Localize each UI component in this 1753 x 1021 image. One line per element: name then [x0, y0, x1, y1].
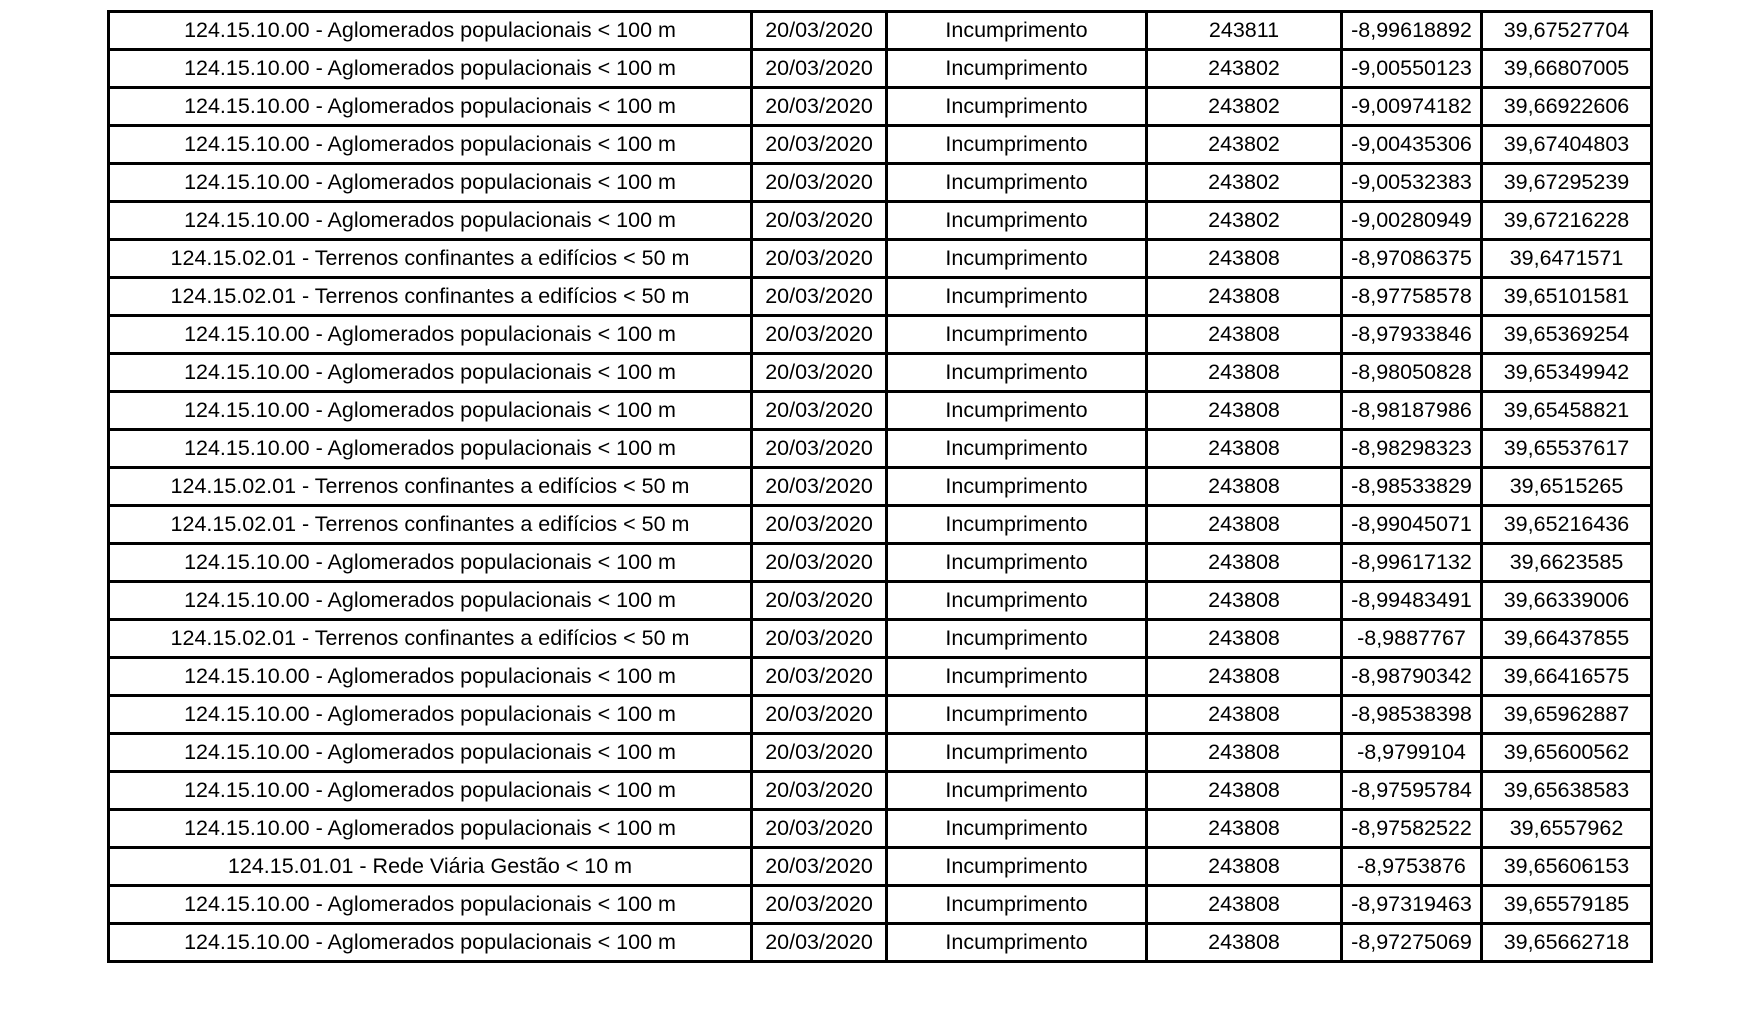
- latitude-cell: 39,6623585: [1482, 544, 1652, 582]
- status-cell: Incumprimento: [887, 772, 1147, 810]
- table-row: [109, 392, 1652, 430]
- date-cell: 20/03/2020: [752, 164, 887, 202]
- code-cell: 243802: [1147, 126, 1342, 164]
- date-cell: 20/03/2020: [752, 696, 887, 734]
- date-cell: 20/03/2020: [752, 620, 887, 658]
- code-cell: 243808: [1147, 886, 1342, 924]
- code-cell: 243802: [1147, 164, 1342, 202]
- latitude-cell: 39,65600562: [1482, 734, 1652, 772]
- table-row: [109, 88, 1652, 126]
- code-cell: 243808: [1147, 468, 1342, 506]
- table-row: [109, 50, 1652, 88]
- longitude-cell: -8,99483491: [1342, 582, 1482, 620]
- status-cell: Incumprimento: [887, 50, 1147, 88]
- table-row: [109, 658, 1652, 696]
- table-row: [109, 240, 1652, 278]
- table-row: [109, 278, 1652, 316]
- code-cell: 243808: [1147, 810, 1342, 848]
- longitude-cell: -8,9799104: [1342, 734, 1482, 772]
- table-row: [109, 544, 1652, 582]
- longitude-cell: -8,97086375: [1342, 240, 1482, 278]
- longitude-cell: -8,98533829: [1342, 468, 1482, 506]
- status-cell: Incumprimento: [887, 12, 1147, 50]
- table-row: [109, 126, 1652, 164]
- code-cell: 243808: [1147, 392, 1342, 430]
- latitude-cell: 39,65458821: [1482, 392, 1652, 430]
- description-cell: 124.15.10.00 - Aglomerados populacionais < 100 m: [109, 316, 752, 354]
- date-cell: 20/03/2020: [752, 430, 887, 468]
- description-cell: 124.15.10.00 - Aglomerados populacionais < 100 m: [109, 88, 752, 126]
- status-cell: Incumprimento: [887, 88, 1147, 126]
- latitude-cell: 39,65579185: [1482, 886, 1652, 924]
- records-table-body: [109, 12, 1652, 962]
- code-cell: 243802: [1147, 88, 1342, 126]
- latitude-cell: 39,66922606: [1482, 88, 1652, 126]
- status-cell: Incumprimento: [887, 848, 1147, 886]
- longitude-cell: -8,99617132: [1342, 544, 1482, 582]
- table-row: [109, 164, 1652, 202]
- code-cell: 243808: [1147, 620, 1342, 658]
- table-row: [109, 772, 1652, 810]
- table-row: [109, 316, 1652, 354]
- longitude-cell: -9,00435306: [1342, 126, 1482, 164]
- table-row: [109, 810, 1652, 848]
- status-cell: Incumprimento: [887, 430, 1147, 468]
- longitude-cell: -9,00550123: [1342, 50, 1482, 88]
- latitude-cell: 39,67295239: [1482, 164, 1652, 202]
- longitude-cell: -8,98050828: [1342, 354, 1482, 392]
- longitude-cell: -8,97275069: [1342, 924, 1482, 962]
- latitude-cell: 39,6471571: [1482, 240, 1652, 278]
- latitude-cell: 39,65101581: [1482, 278, 1652, 316]
- description-cell: 124.15.02.01 - Terrenos confinantes a edifícios < 50 m: [109, 620, 752, 658]
- code-cell: 243808: [1147, 734, 1342, 772]
- code-cell: 243808: [1147, 506, 1342, 544]
- latitude-cell: 39,67216228: [1482, 202, 1652, 240]
- status-cell: Incumprimento: [887, 544, 1147, 582]
- table-row: [109, 924, 1652, 962]
- date-cell: 20/03/2020: [752, 468, 887, 506]
- code-cell: 243808: [1147, 316, 1342, 354]
- description-cell: 124.15.10.00 - Aglomerados populacionais < 100 m: [109, 202, 752, 240]
- latitude-cell: 39,65662718: [1482, 924, 1652, 962]
- status-cell: Incumprimento: [887, 924, 1147, 962]
- latitude-cell: 39,65216436: [1482, 506, 1652, 544]
- description-cell: 124.15.10.00 - Aglomerados populacionais < 100 m: [109, 544, 752, 582]
- description-cell: 124.15.10.00 - Aglomerados populacionais < 100 m: [109, 658, 752, 696]
- longitude-cell: -8,99618892: [1342, 12, 1482, 50]
- status-cell: Incumprimento: [887, 468, 1147, 506]
- description-cell: 124.15.02.01 - Terrenos confinantes a edifícios < 50 m: [109, 278, 752, 316]
- date-cell: 20/03/2020: [752, 734, 887, 772]
- date-cell: 20/03/2020: [752, 240, 887, 278]
- code-cell: 243808: [1147, 848, 1342, 886]
- longitude-cell: -9,00974182: [1342, 88, 1482, 126]
- table-row: [109, 506, 1652, 544]
- table-row: [109, 848, 1652, 886]
- date-cell: 20/03/2020: [752, 582, 887, 620]
- description-cell: 124.15.10.00 - Aglomerados populacionais < 100 m: [109, 696, 752, 734]
- date-cell: 20/03/2020: [752, 392, 887, 430]
- status-cell: Incumprimento: [887, 278, 1147, 316]
- longitude-cell: -8,97582522: [1342, 810, 1482, 848]
- status-cell: Incumprimento: [887, 202, 1147, 240]
- code-cell: 243811: [1147, 12, 1342, 50]
- status-cell: Incumprimento: [887, 506, 1147, 544]
- table-row: [109, 430, 1652, 468]
- date-cell: 20/03/2020: [752, 544, 887, 582]
- table-row: [109, 468, 1652, 506]
- status-cell: Incumprimento: [887, 582, 1147, 620]
- longitude-cell: -9,00532383: [1342, 164, 1482, 202]
- description-cell: 124.15.10.00 - Aglomerados populacionais < 100 m: [109, 12, 752, 50]
- longitude-cell: -8,99045071: [1342, 506, 1482, 544]
- date-cell: 20/03/2020: [752, 50, 887, 88]
- description-cell: 124.15.02.01 - Terrenos confinantes a edifícios < 50 m: [109, 468, 752, 506]
- code-cell: 243808: [1147, 544, 1342, 582]
- latitude-cell: 39,65606153: [1482, 848, 1652, 886]
- latitude-cell: 39,65638583: [1482, 772, 1652, 810]
- longitude-cell: -8,98187986: [1342, 392, 1482, 430]
- status-cell: Incumprimento: [887, 696, 1147, 734]
- code-cell: 243802: [1147, 202, 1342, 240]
- code-cell: 243808: [1147, 430, 1342, 468]
- date-cell: 20/03/2020: [752, 810, 887, 848]
- description-cell: 124.15.10.00 - Aglomerados populacionais < 100 m: [109, 50, 752, 88]
- code-cell: 243808: [1147, 240, 1342, 278]
- date-cell: 20/03/2020: [752, 848, 887, 886]
- description-cell: 124.15.10.00 - Aglomerados populacionais < 100 m: [109, 392, 752, 430]
- date-cell: 20/03/2020: [752, 886, 887, 924]
- table-row: [109, 620, 1652, 658]
- date-cell: 20/03/2020: [752, 316, 887, 354]
- code-cell: 243808: [1147, 658, 1342, 696]
- latitude-cell: 39,67404803: [1482, 126, 1652, 164]
- longitude-cell: -8,98298323: [1342, 430, 1482, 468]
- status-cell: Incumprimento: [887, 392, 1147, 430]
- latitude-cell: 39,66807005: [1482, 50, 1652, 88]
- status-cell: Incumprimento: [887, 658, 1147, 696]
- date-cell: 20/03/2020: [752, 278, 887, 316]
- status-cell: Incumprimento: [887, 354, 1147, 392]
- description-cell: 124.15.10.00 - Aglomerados populacionais < 100 m: [109, 772, 752, 810]
- longitude-cell: -8,97758578: [1342, 278, 1482, 316]
- code-cell: 243808: [1147, 354, 1342, 392]
- status-cell: Incumprimento: [887, 316, 1147, 354]
- date-cell: 20/03/2020: [752, 658, 887, 696]
- table-row: [109, 202, 1652, 240]
- date-cell: 20/03/2020: [752, 202, 887, 240]
- latitude-cell: 39,66416575: [1482, 658, 1652, 696]
- longitude-cell: -8,97933846: [1342, 316, 1482, 354]
- date-cell: 20/03/2020: [752, 126, 887, 164]
- status-cell: Incumprimento: [887, 620, 1147, 658]
- description-cell: 124.15.10.00 - Aglomerados populacionais < 100 m: [109, 430, 752, 468]
- latitude-cell: 39,65369254: [1482, 316, 1652, 354]
- latitude-cell: 39,6557962: [1482, 810, 1652, 848]
- table-row: [109, 354, 1652, 392]
- latitude-cell: 39,67527704: [1482, 12, 1652, 50]
- latitude-cell: 39,65962887: [1482, 696, 1652, 734]
- status-cell: Incumprimento: [887, 126, 1147, 164]
- date-cell: 20/03/2020: [752, 354, 887, 392]
- table-row: [109, 582, 1652, 620]
- status-cell: Incumprimento: [887, 164, 1147, 202]
- code-cell: 243802: [1147, 50, 1342, 88]
- date-cell: 20/03/2020: [752, 772, 887, 810]
- description-cell: 124.15.01.01 - Rede Viária Gestão < 10 m: [109, 848, 752, 886]
- description-cell: 124.15.10.00 - Aglomerados populacionais < 100 m: [109, 582, 752, 620]
- description-cell: 124.15.10.00 - Aglomerados populacionais < 100 m: [109, 886, 752, 924]
- description-cell: 124.15.10.00 - Aglomerados populacionais < 100 m: [109, 126, 752, 164]
- status-cell: Incumprimento: [887, 886, 1147, 924]
- status-cell: Incumprimento: [887, 240, 1147, 278]
- latitude-cell: 39,66339006: [1482, 582, 1652, 620]
- code-cell: 243808: [1147, 772, 1342, 810]
- code-cell: 243808: [1147, 696, 1342, 734]
- longitude-cell: -8,97595784: [1342, 772, 1482, 810]
- code-cell: 243808: [1147, 582, 1342, 620]
- latitude-cell: 39,65349942: [1482, 354, 1652, 392]
- description-cell: 124.15.10.00 - Aglomerados populacionais < 100 m: [109, 734, 752, 772]
- records-table: [107, 10, 1653, 963]
- table-row: [109, 696, 1652, 734]
- description-cell: 124.15.10.00 - Aglomerados populacionais < 100 m: [109, 810, 752, 848]
- longitude-cell: -9,00280949: [1342, 202, 1482, 240]
- status-cell: Incumprimento: [887, 810, 1147, 848]
- date-cell: 20/03/2020: [752, 12, 887, 50]
- latitude-cell: 39,66437855: [1482, 620, 1652, 658]
- description-cell: 124.15.02.01 - Terrenos confinantes a edifícios < 50 m: [109, 506, 752, 544]
- latitude-cell: 39,65537617: [1482, 430, 1652, 468]
- date-cell: 20/03/2020: [752, 506, 887, 544]
- description-cell: 124.15.02.01 - Terrenos confinantes a edifícios < 50 m: [109, 240, 752, 278]
- description-cell: 124.15.10.00 - Aglomerados populacionais < 100 m: [109, 164, 752, 202]
- table-row: [109, 12, 1652, 50]
- table-row: [109, 886, 1652, 924]
- date-cell: 20/03/2020: [752, 924, 887, 962]
- description-cell: 124.15.10.00 - Aglomerados populacionais < 100 m: [109, 354, 752, 392]
- table-row: [109, 734, 1652, 772]
- description-cell: 124.15.10.00 - Aglomerados populacionais < 100 m: [109, 924, 752, 962]
- longitude-cell: -8,9887767: [1342, 620, 1482, 658]
- code-cell: 243808: [1147, 924, 1342, 962]
- status-cell: Incumprimento: [887, 734, 1147, 772]
- latitude-cell: 39,6515265: [1482, 468, 1652, 506]
- longitude-cell: -8,98538398: [1342, 696, 1482, 734]
- longitude-cell: -8,9753876: [1342, 848, 1482, 886]
- date-cell: 20/03/2020: [752, 88, 887, 126]
- code-cell: 243808: [1147, 278, 1342, 316]
- longitude-cell: -8,98790342: [1342, 658, 1482, 696]
- longitude-cell: -8,97319463: [1342, 886, 1482, 924]
